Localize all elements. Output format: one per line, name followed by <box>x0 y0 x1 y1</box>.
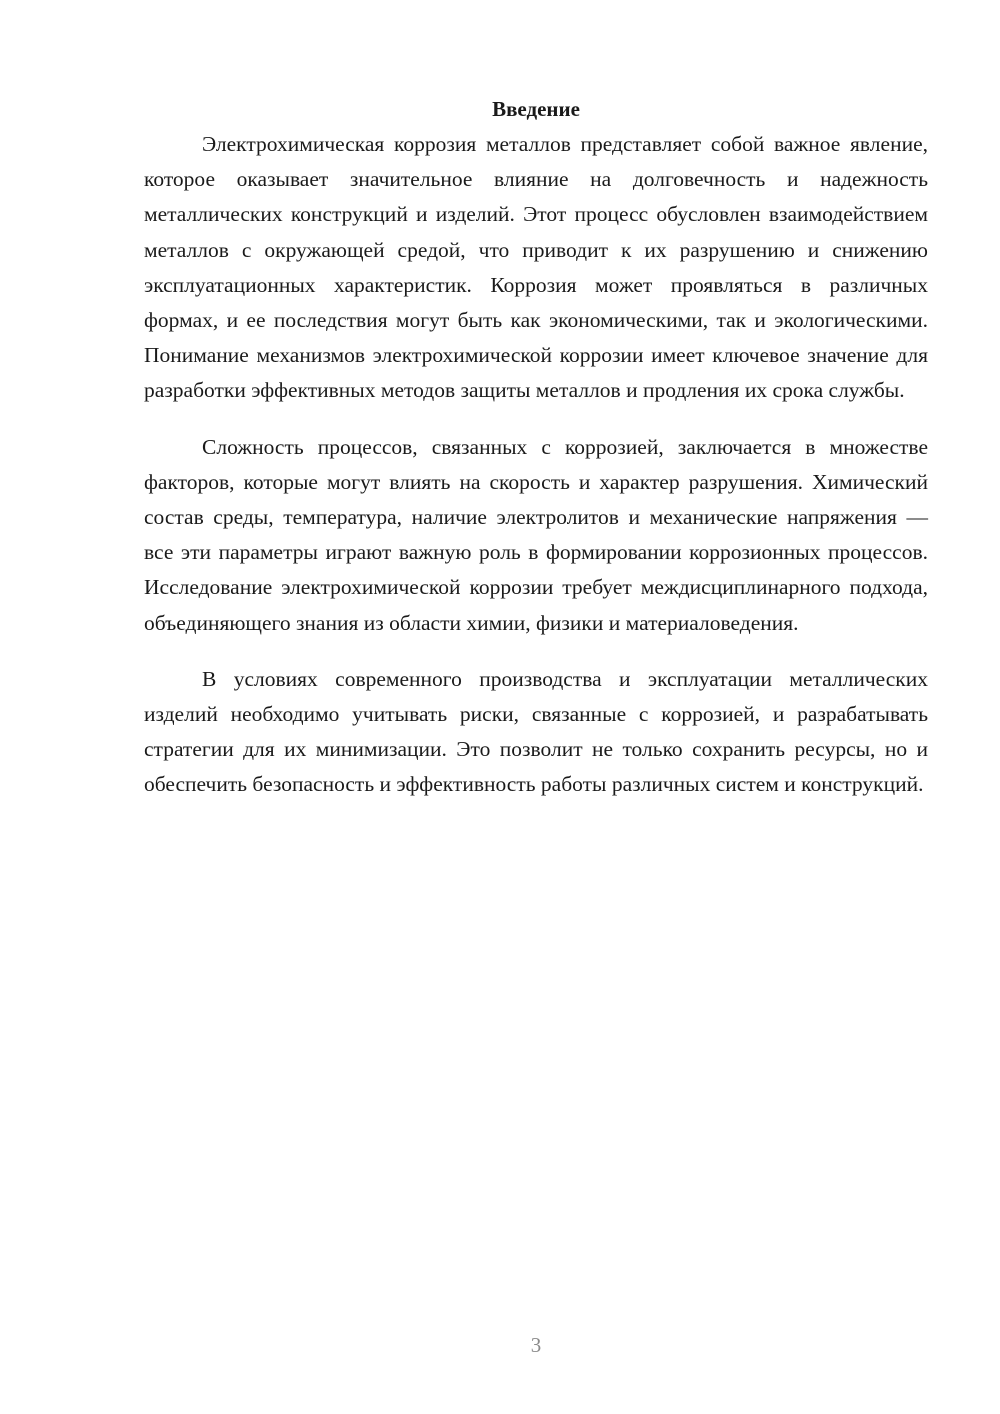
paragraph-intro: Электрохимическая коррозия металлов представляет собой важное явление, которое оказывает значительное влияние на долговечность и надежность металлических конструкций и изделий. Этот процесс обусловлен взаимодействием металлов с окружающей средой, что приводит к их разрушению и снижению эксплуатационных характеристик. Коррозия может проявляться в различных формах, и ее последствия могут быть как экономическими, так и экологическими. Понимание механизмов электрохимической коррозии имеет ключевое значение для разработки эффективных методов защиты металлов и продления их срока службы. <box>144 132 928 403</box>
paragraph-conditions: В условиях современного производства и эксплуатации металлических изделий необходимо учитывать риски, связанные с коррозией, и разрабатывать стратегии для их минимизации. Это позволит не только сохранить ресурсы, но и обеспечить безопасность и эффективность работы различных систем и конструкций. <box>144 666 928 797</box>
section-heading: Введение <box>492 97 580 121</box>
paragraph-complexity: Сложность процессов, связанных с коррозией, заключается в множестве факторов, которые могут влиять на скорость и характер разрушения. Химический состав среды, температура, наличие электролитов и механические напряжения — все эти параметры играют важную роль в формировании коррозионных процессов. Исследование электрохимической коррозии требует междисциплинарного подхода, объединяющего знания из области химии, физики и материаловедения. <box>144 434 928 635</box>
page-number: 3 <box>530 1333 542 1357</box>
page-content <box>144 92 928 803</box>
